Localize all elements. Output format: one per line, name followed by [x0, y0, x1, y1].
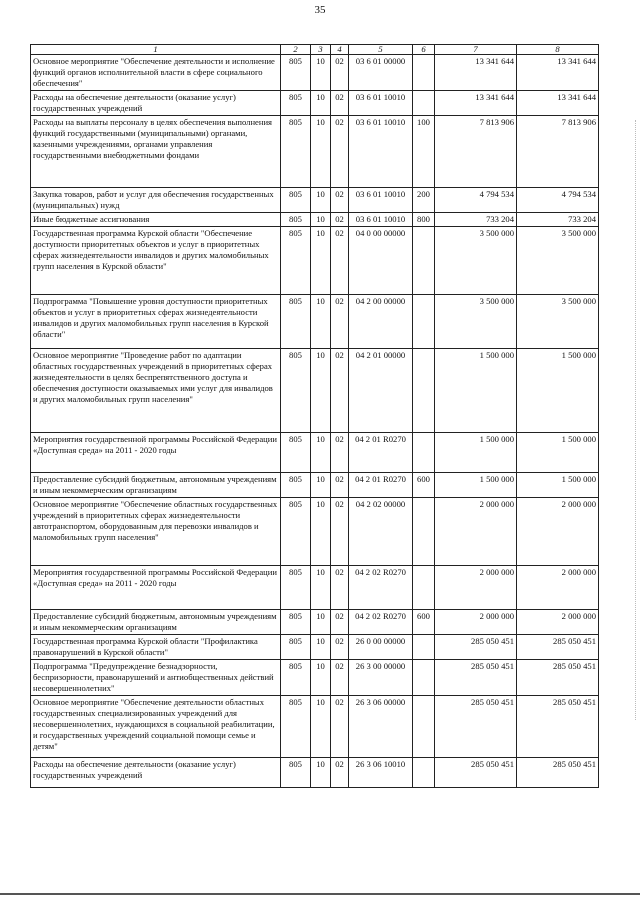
- expense-type-cell: 100: [413, 116, 435, 188]
- ministry-code-cell: 805: [281, 635, 311, 660]
- target-article-cell: 04 2 01 00000: [349, 349, 413, 433]
- table-row: [31, 758, 599, 788]
- target-article-cell: 03 6 01 10010: [349, 91, 413, 116]
- amount-col7-cell: 3 500 000: [435, 227, 517, 295]
- amount-col8-cell: 4 794 534: [517, 188, 599, 213]
- table-row: [31, 55, 599, 91]
- target-article-cell: 04 0 00 00000: [349, 227, 413, 295]
- item-name-cell: Предоставление субсидий бюджетным, автономным учреждениям и иным некоммерческим организациям: [31, 473, 281, 498]
- ministry-code-cell: 805: [281, 227, 311, 295]
- amount-col7-cell: 4 794 534: [435, 188, 517, 213]
- item-name-cell: Основное мероприятие "Обеспечение деятельности областных государственных специализированных учреждений для несовершеннолетних, нуждающихся в социальной реабилитации, и государственных учреждений социальной помощи семье и детям": [31, 696, 281, 758]
- table-row: [31, 116, 599, 188]
- item-name-cell: Подпрограмма "Предупреждение безнадзорности, беспризорности, правонарушений и антиобщественных действий несовершеннолетних": [31, 660, 281, 696]
- amount-col7-cell: 733 204: [435, 213, 517, 227]
- subsection-code-cell: 02: [331, 566, 349, 610]
- expense-type-cell: 800: [413, 213, 435, 227]
- amount-col8-cell: 733 204: [517, 213, 599, 227]
- target-article-cell: 03 6 01 10010: [349, 188, 413, 213]
- item-name-cell: Основное мероприятие "Обеспечение деятельности и исполнение функций органов исполнительной власти в сфере социального обеспечения": [31, 55, 281, 91]
- item-name-cell: Предоставление субсидий бюджетным, автономным учреждениям и иным некоммерческим организациям: [31, 610, 281, 635]
- ministry-code-cell: 805: [281, 91, 311, 116]
- table-row: [31, 91, 599, 116]
- expense-type-cell: [413, 498, 435, 566]
- expense-type-cell: 200: [413, 188, 435, 213]
- header-cell: 2: [281, 45, 311, 55]
- amount-col7-cell: 3 500 000: [435, 295, 517, 349]
- item-name-cell: Государственная программа Курской области "Обеспечение доступности приоритетных объектов и услуг в приоритетных сферах жизнедеятельности инвалидов и других маломобильных групп населения в Курской области": [31, 227, 281, 295]
- table-row: [31, 473, 599, 498]
- section-code-cell: 10: [311, 758, 331, 788]
- item-name-cell: Основное мероприятие "Обеспечение областных государственных учреждений в приоритетных сферах жизнедеятельности автотранспортом, оборудованным для перевозки инвалидов и маломобильных групп населения": [31, 498, 281, 566]
- header-cell: 6: [413, 45, 435, 55]
- item-name-cell: Подпрограмма "Повышение уровня доступности приоритетных объектов и услуг в приоритетных сферах жизнедеятельности инвалидов и других маломобильных групп населения в Курской области": [31, 295, 281, 349]
- amount-col8-cell: 285 050 451: [517, 660, 599, 696]
- header-cell: 1: [31, 45, 281, 55]
- amount-col7-cell: 7 813 906: [435, 116, 517, 188]
- ministry-code-cell: 805: [281, 660, 311, 696]
- subsection-code-cell: 02: [331, 55, 349, 91]
- section-code-cell: 10: [311, 696, 331, 758]
- table-row: [31, 213, 599, 227]
- amount-col8-cell: 285 050 451: [517, 696, 599, 758]
- expense-type-cell: [413, 295, 435, 349]
- ministry-code-cell: 805: [281, 213, 311, 227]
- section-code-cell: 10: [311, 610, 331, 635]
- amount-col8-cell: 3 500 000: [517, 227, 599, 295]
- ministry-code-cell: 805: [281, 566, 311, 610]
- section-code-cell: 10: [311, 433, 331, 473]
- ministry-code-cell: 805: [281, 758, 311, 788]
- table-row: [31, 610, 599, 635]
- amount-col7-cell: 2 000 000: [435, 610, 517, 635]
- subsection-code-cell: 02: [331, 213, 349, 227]
- subsection-code-cell: 02: [331, 295, 349, 349]
- ministry-code-cell: 805: [281, 349, 311, 433]
- amount-col8-cell: 1 500 000: [517, 433, 599, 473]
- table-row: [31, 295, 599, 349]
- expense-type-cell: 600: [413, 473, 435, 498]
- table-row: [31, 349, 599, 433]
- target-article-cell: 04 2 02 R0270: [349, 610, 413, 635]
- ministry-code-cell: 805: [281, 610, 311, 635]
- section-code-cell: 10: [311, 660, 331, 696]
- item-name-cell: Закупка товаров, работ и услуг для обеспечения государственных (муниципальных) нужд: [31, 188, 281, 213]
- subsection-code-cell: 02: [331, 91, 349, 116]
- header-cell: 4: [331, 45, 349, 55]
- amount-col7-cell: 285 050 451: [435, 635, 517, 660]
- expense-type-cell: [413, 660, 435, 696]
- expense-type-cell: [413, 433, 435, 473]
- target-article-cell: 04 2 00 00000: [349, 295, 413, 349]
- subsection-code-cell: 02: [331, 758, 349, 788]
- target-article-cell: 03 6 01 10010: [349, 213, 413, 227]
- target-article-cell: 26 3 06 10010: [349, 758, 413, 788]
- target-article-cell: 26 3 00 00000: [349, 660, 413, 696]
- expense-type-cell: [413, 635, 435, 660]
- ministry-code-cell: 805: [281, 433, 311, 473]
- target-article-cell: 03 6 01 10010: [349, 116, 413, 188]
- ministry-code-cell: 805: [281, 295, 311, 349]
- amount-col8-cell: 13 341 644: [517, 55, 599, 91]
- section-code-cell: 10: [311, 566, 331, 610]
- expense-type-cell: [413, 566, 435, 610]
- subsection-code-cell: 02: [331, 660, 349, 696]
- target-article-cell: 26 3 06 00000: [349, 696, 413, 758]
- amount-col8-cell: 1 500 000: [517, 349, 599, 433]
- table-row: [31, 635, 599, 660]
- subsection-code-cell: 02: [331, 433, 349, 473]
- section-code-cell: 10: [311, 55, 331, 91]
- section-code-cell: 10: [311, 188, 331, 213]
- amount-col7-cell: 285 050 451: [435, 660, 517, 696]
- expense-type-cell: [413, 91, 435, 116]
- expense-type-cell: 600: [413, 610, 435, 635]
- item-name-cell: Мероприятия государственной программы Российской Федерации «Доступная среда» на 2011 - 2020 годы: [31, 566, 281, 610]
- subsection-code-cell: 02: [331, 473, 349, 498]
- amount-col7-cell: 1 500 000: [435, 473, 517, 498]
- expense-type-cell: [413, 227, 435, 295]
- amount-col8-cell: 2 000 000: [517, 498, 599, 566]
- table-row: [31, 566, 599, 610]
- amount-col7-cell: 1 500 000: [435, 433, 517, 473]
- table-row: [31, 227, 599, 295]
- amount-col8-cell: 285 050 451: [517, 635, 599, 660]
- target-article-cell: 03 6 01 00000: [349, 55, 413, 91]
- section-code-cell: 10: [311, 635, 331, 660]
- margin-scan-artifact: [634, 120, 636, 720]
- amount-col7-cell: 285 050 451: [435, 758, 517, 788]
- header-cell: 3: [311, 45, 331, 55]
- amount-col7-cell: 2 000 000: [435, 498, 517, 566]
- target-article-cell: 04 2 02 R0270: [349, 566, 413, 610]
- budget-table: [30, 44, 599, 788]
- section-code-cell: 10: [311, 498, 331, 566]
- expense-type-cell: [413, 696, 435, 758]
- item-name-cell: Расходы на обеспечение деятельности (оказание услуг) государственных учреждений: [31, 758, 281, 788]
- amount-col8-cell: 3 500 000: [517, 295, 599, 349]
- section-code-cell: 10: [311, 91, 331, 116]
- table-row: [31, 660, 599, 696]
- amount-col7-cell: 285 050 451: [435, 696, 517, 758]
- item-name-cell: Расходы на выплаты персоналу в целях обеспечения выполнения функций государственными (муниципальными) органами, казенными учреждениями, органами управления государственными внебюджетными фондами: [31, 116, 281, 188]
- ministry-code-cell: 805: [281, 498, 311, 566]
- ministry-code-cell: 805: [281, 696, 311, 758]
- item-name-cell: Иные бюджетные ассигнования: [31, 213, 281, 227]
- item-name-cell: Основное мероприятие "Проведение работ по адаптации областных государственных учреждений в приоритетных сферах жизнедеятельности в целях беспрепятственного доступа и обеспечения доступности оказываемых ими услуг для инвалидов и других маломобильных групп населения": [31, 349, 281, 433]
- subsection-code-cell: 02: [331, 610, 349, 635]
- page-bottom-edge: [0, 893, 640, 895]
- ministry-code-cell: 805: [281, 116, 311, 188]
- amount-col8-cell: 285 050 451: [517, 758, 599, 788]
- item-name-cell: Расходы на обеспечение деятельности (оказание услуг) государственных учреждений: [31, 91, 281, 116]
- target-article-cell: 26 0 00 00000: [349, 635, 413, 660]
- expense-type-cell: [413, 758, 435, 788]
- section-code-cell: 10: [311, 295, 331, 349]
- item-name-cell: Государственная программа Курской области "Профилактика правонарушений в Курской области": [31, 635, 281, 660]
- amount-col8-cell: 13 341 644: [517, 91, 599, 116]
- expense-type-cell: [413, 55, 435, 91]
- amount-col7-cell: 13 341 644: [435, 91, 517, 116]
- page-number: 35: [314, 4, 326, 16]
- table-row: [31, 188, 599, 213]
- section-code-cell: 10: [311, 227, 331, 295]
- target-article-cell: 04 2 02 00000: [349, 498, 413, 566]
- target-article-cell: 04 2 01 R0270: [349, 433, 413, 473]
- amount-col8-cell: 1 500 000: [517, 473, 599, 498]
- ministry-code-cell: 805: [281, 55, 311, 91]
- amount-col7-cell: 2 000 000: [435, 566, 517, 610]
- target-article-cell: 04 2 01 R0270: [349, 473, 413, 498]
- table-row: [31, 433, 599, 473]
- ministry-code-cell: 805: [281, 188, 311, 213]
- subsection-code-cell: 02: [331, 696, 349, 758]
- header-cell: 7: [435, 45, 517, 55]
- subsection-code-cell: 02: [331, 498, 349, 566]
- ministry-code-cell: 805: [281, 473, 311, 498]
- section-code-cell: 10: [311, 349, 331, 433]
- amount-col7-cell: 13 341 644: [435, 55, 517, 91]
- section-code-cell: 10: [311, 116, 331, 188]
- table-row: [31, 696, 599, 758]
- amount-col7-cell: 1 500 000: [435, 349, 517, 433]
- table-header-row: [31, 45, 599, 55]
- header-cell: 5: [349, 45, 413, 55]
- amount-col8-cell: 2 000 000: [517, 610, 599, 635]
- subsection-code-cell: 02: [331, 188, 349, 213]
- item-name-cell: Мероприятия государственной программы Российской Федерации «Доступная среда» на 2011 - 2020 годы: [31, 433, 281, 473]
- header-cell: 8: [517, 45, 599, 55]
- amount-col8-cell: 2 000 000: [517, 566, 599, 610]
- subsection-code-cell: 02: [331, 635, 349, 660]
- amount-col8-cell: 7 813 906: [517, 116, 599, 188]
- subsection-code-cell: 02: [331, 227, 349, 295]
- section-code-cell: 10: [311, 213, 331, 227]
- subsection-code-cell: 02: [331, 349, 349, 433]
- subsection-code-cell: 02: [331, 116, 349, 188]
- expense-type-cell: [413, 349, 435, 433]
- section-code-cell: 10: [311, 473, 331, 498]
- table-row: [31, 498, 599, 566]
